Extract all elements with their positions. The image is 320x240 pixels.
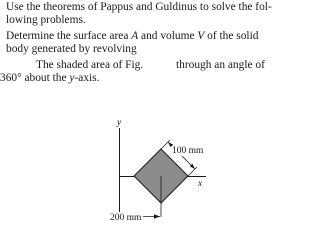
- problem-line-5-part-1: The shaded area of Fig.: [36, 59, 144, 71]
- symbol-V: V: [197, 30, 205, 42]
- axis-symbol-y: y: [69, 72, 75, 84]
- line3-pre: Determine the surface area: [6, 30, 132, 42]
- dimension-label-200mm: 200 mm: [110, 213, 142, 223]
- dim-100-extension-right: [188, 167, 197, 176]
- line3-post: of the solid: [204, 30, 259, 42]
- figure-y-axis-label: y: [117, 118, 122, 128]
- problem-line-5-part-2: through an angle of: [176, 59, 265, 71]
- problem-line-2: lowing problems.: [6, 14, 86, 26]
- dim-100-extension-top: [161, 140, 170, 149]
- line6-pre: 360° about the: [0, 72, 70, 84]
- line6-post: -axis.: [74, 72, 100, 84]
- dimension-label-100mm: 100 mm: [172, 146, 204, 156]
- problem-line-1: Use the theorems of Pappus and Guldinus to solve the fol-: [6, 1, 272, 13]
- problem-line-4: body generated by revolving: [6, 43, 137, 55]
- symbol-A: A: [131, 30, 139, 42]
- line3-mid: and volume: [138, 30, 198, 42]
- figure-x-axis-label: x: [198, 179, 203, 189]
- dim-200-arrow-right: [154, 214, 160, 218]
